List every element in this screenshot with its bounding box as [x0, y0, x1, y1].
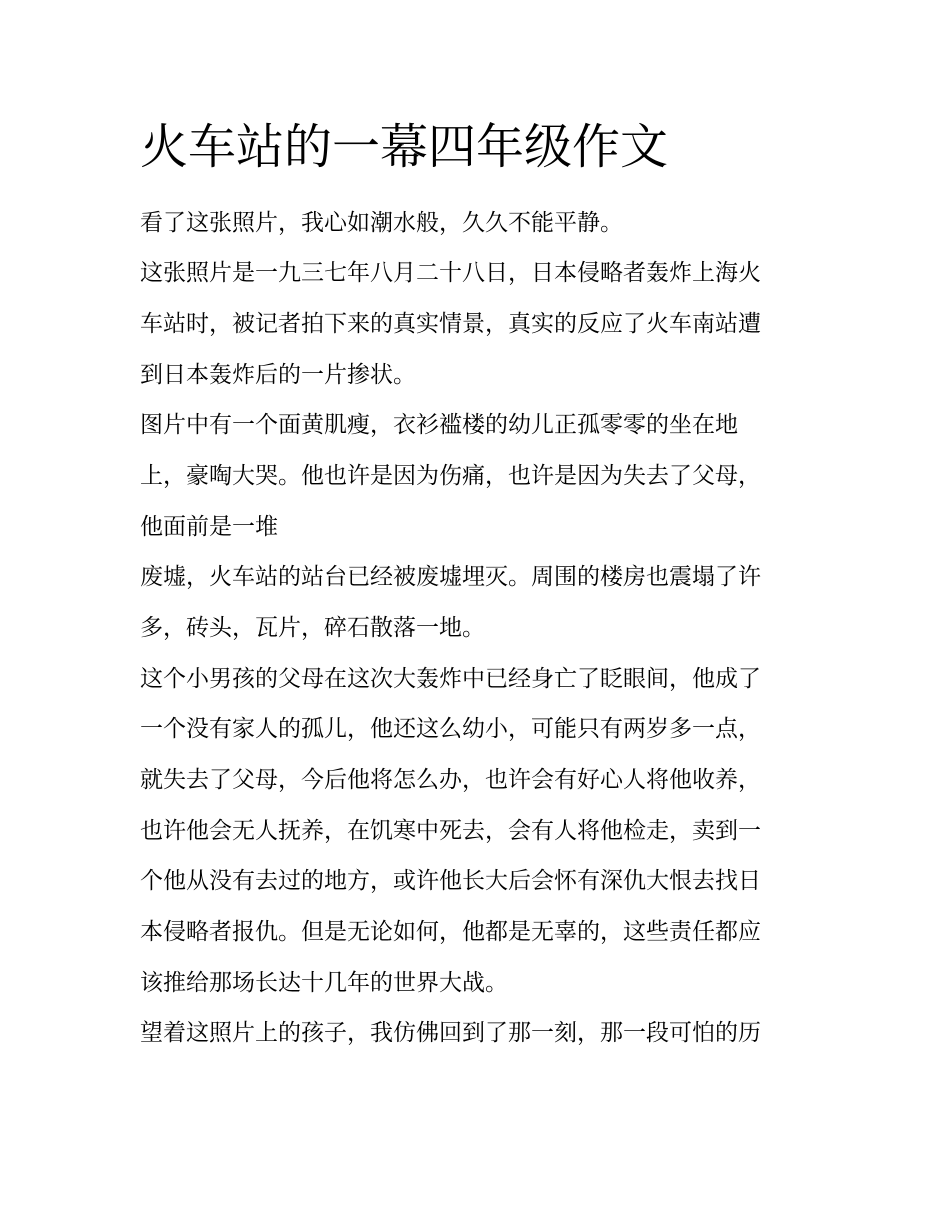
text-line: 车站时，被记者拍下来的真实情景，真实的反应了火车南站遭 [140, 311, 761, 337]
document-title: 火车站的一幕四年级作文 [140, 119, 669, 175]
text-line: 废墟，火车站的站台已经被废墟埋灭。周围的楼房也震塌了许 [140, 564, 761, 590]
text-line: 就失去了父母，今后他将怎么办，也许会有好心人将他收养， [140, 767, 761, 793]
text-line: 多，砖头，瓦片，碎石散落一地。 [140, 615, 485, 641]
text-line: 望着这照片上的孩子，我仿佛回到了那一刻，那一段可怕的历 [140, 1020, 761, 1046]
text-line: 到日本轰炸后的一片掺状。 [140, 362, 416, 388]
text-line: 该推给那场长达十几年的世界大战。 [140, 970, 508, 996]
text-line: 图片中有一个面黄肌瘦，衣衫褴楼的幼儿正孤零零的坐在地 [140, 412, 738, 438]
text-line: 个他从没有去过的地方，或许他长大后会怀有深仇大恨去找日 [140, 868, 761, 894]
text-line: 也许他会无人抚养，在饥寒中死去，会有人将他检走，卖到一 [140, 818, 761, 844]
text-line: 这张照片是一九三七年八月二十八日，日本侵略者轰炸上海火 [140, 260, 761, 286]
text-line: 上，豪啕大哭。他也许是因为伤痛，也许是因为失去了父母， [140, 463, 761, 489]
text-line: 本侵略者报仇。但是无论如何，他都是无辜的，这些责任都应 [140, 919, 761, 945]
text-line: 他面前是一堆 [140, 514, 278, 540]
text-line: 一个没有家人的孤儿，他还这么幼小，可能只有两岁多一点， [140, 716, 761, 742]
text-line: 看了这张照片，我心如潮水般，久久不能平静。 [140, 210, 623, 236]
text-line: 这个小男孩的父母在这次大轰炸中已经身亡了眨眼间，他成了 [140, 666, 761, 692]
